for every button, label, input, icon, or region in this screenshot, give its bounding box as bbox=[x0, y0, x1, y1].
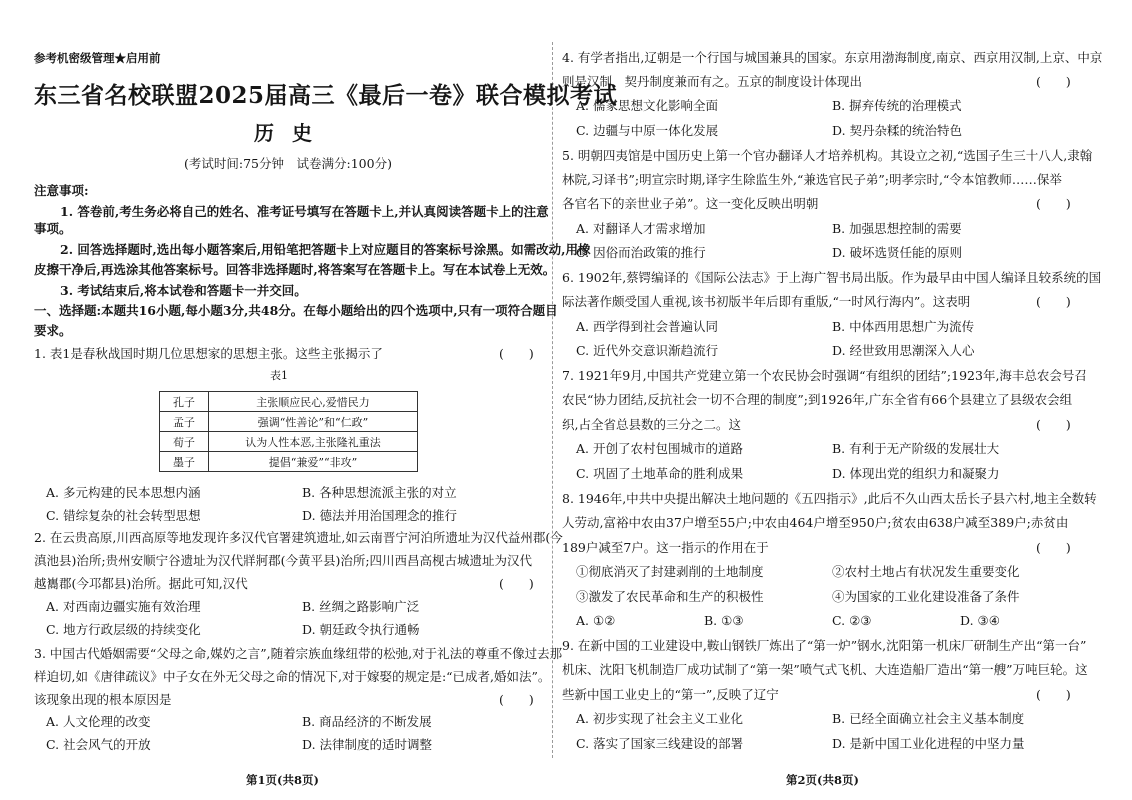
note-1-line-1: 1. 答卷前,考生务必将自己的姓名、准考证号填写在答题卡上,并认真阅读答题卡上的注意 bbox=[60, 204, 549, 219]
table-cell: 强调“性善论”和“仁政” bbox=[209, 412, 418, 432]
option-a: A. 对翻译人才需求增加 bbox=[576, 221, 706, 236]
question-2-stem-text: 越巂郡(今邛都县)治所。据此可知,汉代 bbox=[34, 576, 248, 591]
option-b: B. 加强思想控制的需要 bbox=[832, 221, 962, 236]
question-3-stem-2: 样迫切,如《唐律疏议》中子女在外无父母之命的情况下,对于嫁娶的规定是:“已成者,婚如法”。 bbox=[34, 669, 551, 684]
option-d: D. 德法并用治国理念的推行 bbox=[302, 508, 458, 523]
table-row bbox=[160, 432, 418, 452]
option-b: B. 有利于无产阶级的发展壮大 bbox=[832, 441, 1000, 456]
option-c: C. ②③ bbox=[832, 613, 872, 628]
question-5-stem-2: 林院,习译书”;明宣宗时期,译字生除监生外,“兼选官民子弟”;明孝宗时,“令本馆教师……保举 bbox=[562, 172, 1062, 187]
thinkers-table bbox=[159, 391, 418, 472]
table-cell: 孔子 bbox=[160, 392, 209, 412]
option-c: C. 边疆与中原一体化发展 bbox=[576, 123, 719, 138]
question-6-stem-text: 际法著作颇受国人重视,该书初版半年后即有重版,“一时风行海内”。这表明 bbox=[562, 294, 971, 309]
table-caption: 表1 bbox=[270, 369, 288, 382]
option-c: C. 因俗而治政策的推行 bbox=[576, 245, 706, 260]
table-row bbox=[160, 392, 418, 412]
statement-3: ③激发了农民革命和生产的积极性 bbox=[576, 589, 764, 604]
question-9-stem-1: 9. 在新中国的工业建设中,鞍山钢铁厂炼出了“第一炉”钢水,沈阳第一机床厂研制生产出“第一台” bbox=[562, 638, 1087, 653]
note-2-line-1: 2. 回答选择题时,选出每小题答案后,用铅笔把答题卡上对应题目的答案标号涂黑。如需改动,用橡 bbox=[60, 242, 591, 257]
section-title-line-1: 一、选择题:本题共16小题,每小题3分,共48分。在每小题给出的四个选项中,只有一项符合题目 bbox=[34, 303, 558, 318]
option-a: A. ①② bbox=[576, 613, 616, 628]
question-7-stem-1: 7. 1921年9月,中国共产党建立第一个农民协会时强调“有组织的团结”;1923年,海丰总农会号召 bbox=[562, 368, 1087, 383]
option-d: D. 契丹杂糅的统治特色 bbox=[832, 123, 963, 138]
question-5-stem-text: 各官名下的亲世业子弟”。这一变化反映出明朝 bbox=[562, 196, 819, 211]
note-1-line-2: 事项。 bbox=[34, 221, 72, 236]
question-3-stem-1: 3. 中国古代婚姻需要“父母之命,媒妁之言”,随着宗族血缘纽带的松弛,对于礼法的尊重不像过去那 bbox=[34, 646, 563, 661]
option-c: C. 巩固了土地革命的胜利成果 bbox=[576, 466, 744, 481]
option-b: B. 已经全面确立社会主义基本制度 bbox=[832, 711, 1025, 726]
option-d: D. 体现出党的组织力和凝聚力 bbox=[832, 466, 1000, 481]
statement-4: ④为国家的工业化建设准备了条件 bbox=[832, 589, 1020, 604]
option-a: A. 多元构建的民本思想内涵 bbox=[46, 485, 201, 500]
table-cell: 孟子 bbox=[160, 412, 209, 432]
option-d: D. 经世致用思潮深入人心 bbox=[832, 343, 975, 358]
answer-paren: ( ) bbox=[499, 692, 534, 707]
page-number-left: 第1页(共8页) bbox=[246, 773, 319, 787]
option-d: D. ③④ bbox=[960, 613, 1000, 628]
option-d: D. 法律制度的适时调整 bbox=[302, 737, 433, 752]
question-3-stem-text: 该现象出现的根本原因是 bbox=[34, 692, 172, 707]
question-2-stem-1: 2. 在云贵高原,川西高原等地发现许多汉代官署建筑遗址,如云南晋宁河泊所遗址为汉代益州郡(今 bbox=[34, 530, 563, 545]
option-b: B. 摒弃传统的治理模式 bbox=[832, 98, 962, 113]
option-d: D. 破坏选贤任能的原则 bbox=[832, 245, 963, 260]
question-6-stem-1: 6. 1902年,蔡锷编译的《国际公法志》于上海广智书局出版。作为最早由中国人编译且较系统的国 bbox=[562, 270, 1102, 285]
option-b: B. 各种思想流派主张的对立 bbox=[302, 485, 457, 500]
option-a: A. 初步实现了社会主义工业化 bbox=[576, 711, 743, 726]
question-7-stem-2: 农民“协力团结,反抗社会一切不合理的制度”;到1926年,广东全省有66个县建立了县级农会组 bbox=[562, 392, 1073, 407]
question-4-stem-1: 4. 有学者指出,辽朝是一个行国与城国兼具的国家。东京用渤海制度,南京、西京用汉制,上京、中京 bbox=[562, 50, 1103, 65]
answer-paren: ( ) bbox=[1036, 196, 1071, 211]
answer-paren: ( ) bbox=[1036, 294, 1071, 309]
table-row bbox=[160, 412, 418, 432]
question-9-stem-text: 些新中国工业史上的“第一”,反映了辽宁 bbox=[562, 687, 779, 702]
table-cell: 荀子 bbox=[160, 432, 209, 452]
answer-paren: ( ) bbox=[1036, 74, 1071, 89]
table-cell: 主张顺应民心,爱惜民力 bbox=[209, 392, 418, 412]
answer-paren: ( ) bbox=[499, 346, 534, 361]
option-a: A. 西学得到社会普遍认同 bbox=[576, 319, 718, 334]
question-7-stem-text: 织,占全省总县数的三分之二。这 bbox=[562, 417, 741, 432]
table-cell: 墨子 bbox=[160, 452, 209, 472]
statement-1: ①彻底消灭了封建剥削的土地制度 bbox=[576, 564, 764, 579]
option-b: B. 丝绸之路影响广泛 bbox=[302, 599, 420, 614]
option-c: C. 地方行政层级的持续变化 bbox=[46, 622, 201, 637]
table-cell: 认为人性本恶,主张隆礼重法 bbox=[209, 432, 418, 452]
question-8-stem-1: 8. 1946年,中共中央提出解决土地问题的《五四指示》,此后不久山西太岳长子县六村,地主全数转 bbox=[562, 491, 1097, 506]
table-cell: 提倡“兼爱”“非攻” bbox=[209, 452, 418, 472]
note-3-line-1: 3. 考试结束后,将本试卷和答题卡一并交回。 bbox=[60, 283, 307, 298]
page-number-right: 第2页(共8页) bbox=[786, 773, 859, 787]
question-2-stem-2: 滇池县)治所;贵州安顺宁谷遗址为汉代牂牁郡(今黄平县)治所;四川西昌高枧古城遗址为汉代 bbox=[34, 553, 533, 568]
question-4-stem-text: 则是汉制、契丹制度兼而有之。五京的制度设计体现出 bbox=[562, 74, 863, 89]
exam-info: (考试时间:75分钟 试卷满分:100分) bbox=[184, 156, 392, 171]
notes-heading: 注意事项: bbox=[34, 183, 89, 198]
confidential-stamp: 参考机密级管理★启用前 bbox=[34, 51, 161, 65]
question-8-stem-text: 189户减至7户。这一指示的作用在于 bbox=[562, 540, 769, 555]
statement-2: ②农村土地占有状况发生重要变化 bbox=[832, 564, 1020, 579]
answer-paren: ( ) bbox=[1036, 687, 1071, 702]
section-title-line-2: 要求。 bbox=[34, 323, 72, 338]
subject-heading: 历史 bbox=[254, 121, 330, 145]
option-c: C. 社会风气的开放 bbox=[46, 737, 151, 752]
answer-paren: ( ) bbox=[1036, 417, 1071, 432]
option-b: B. ①③ bbox=[704, 613, 744, 628]
question-8-stem-2: 人劳动,富裕中农由37户增至55户;中农由464户增至950户;贫农由638户减至389户;赤贫由 bbox=[562, 515, 1069, 530]
option-a: A. 儒家思想文化影响全面 bbox=[576, 98, 718, 113]
option-b: B. 中体西用思想广为流传 bbox=[832, 319, 975, 334]
table-row bbox=[160, 452, 418, 472]
option-b: B. 商品经济的不断发展 bbox=[302, 714, 432, 729]
answer-paren: ( ) bbox=[499, 576, 534, 591]
exam-title: 东三省名校联盟2025届高三《最后一卷》联合模拟考试 bbox=[34, 82, 618, 109]
note-2-line-2: 皮擦干净后,再选涂其他答案标号。回答非选择题时,将答案写在答题卡上。写在本试卷上无效。 bbox=[34, 262, 556, 277]
option-d: D. 是新中国工业化进程的中坚力量 bbox=[832, 736, 1025, 751]
option-a: A. 开创了农村包围城市的道路 bbox=[576, 441, 743, 456]
option-a: A. 对西南边疆实施有效治理 bbox=[46, 599, 201, 614]
option-c: C. 落实了国家三线建设的部署 bbox=[576, 736, 744, 751]
option-a: A. 人文伦理的改变 bbox=[46, 714, 151, 729]
question-9-stem-2: 机床、沈阳飞机制造厂成功试制了“第一架”喷气式飞机、大连造船厂造出“第一艘”万吨巨轮。这 bbox=[562, 662, 1088, 677]
option-c: C. 近代外交意识渐趋流行 bbox=[576, 343, 719, 358]
answer-paren: ( ) bbox=[1036, 540, 1071, 555]
question-5-stem-1: 5. 明朝四夷馆是中国历史上第一个官办翻译人才培养机构。其设立之初,“选国子生三十八人,隶翰 bbox=[562, 148, 1093, 163]
option-c: C. 错综复杂的社会转型思想 bbox=[46, 508, 201, 523]
question-1-stem: 1. 表1是春秋战国时期几位思想家的思想主张。这些主张揭示了 bbox=[34, 346, 383, 361]
option-d: D. 朝廷政令执行通畅 bbox=[302, 622, 420, 637]
